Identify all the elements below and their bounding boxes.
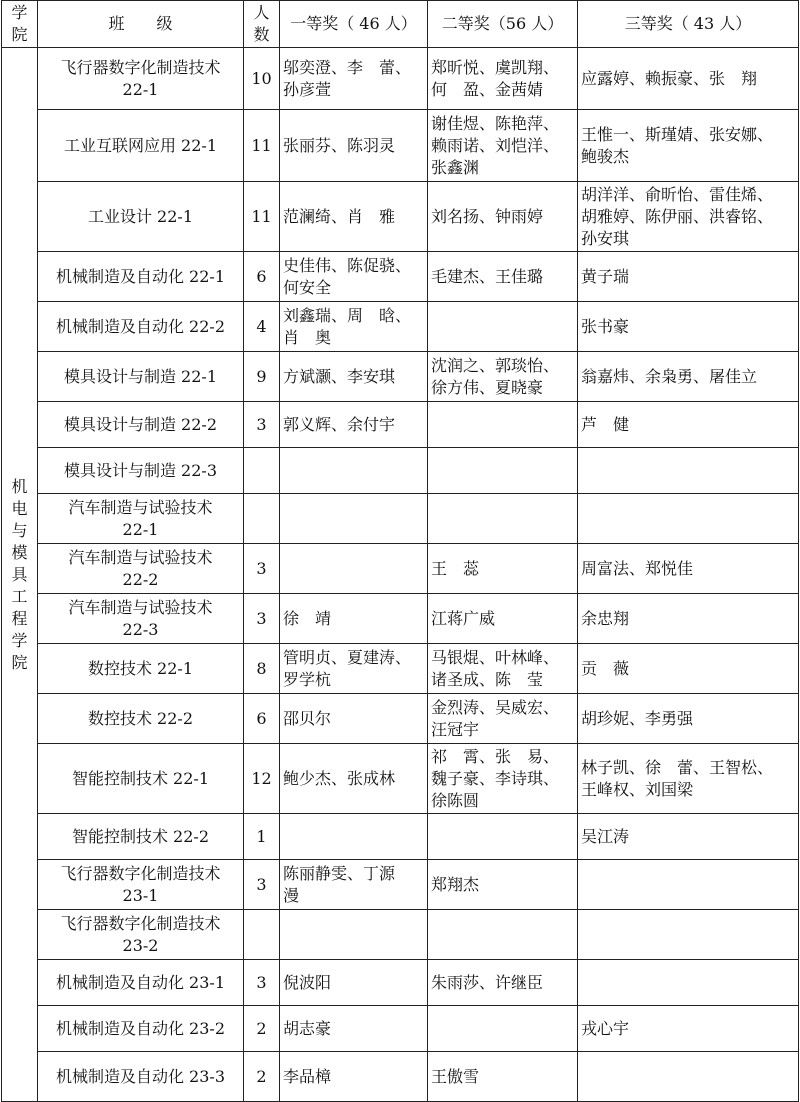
header-college-text bbox=[5, 2, 34, 46]
class-name-line: 23-2 bbox=[122, 935, 159, 955]
college-name-char: 工 bbox=[11, 586, 28, 606]
third-prize-names-line: 应露婷、赖振豪、张 翔 bbox=[581, 68, 758, 88]
third-prize-cell bbox=[578, 814, 799, 860]
class-name-cell bbox=[38, 694, 244, 744]
first-prize-names-line: 陈丽静雯、丁源 bbox=[283, 863, 396, 883]
table-row bbox=[2, 48, 799, 110]
first-prize-cell bbox=[280, 744, 428, 814]
first-prize-cell bbox=[280, 302, 428, 352]
college-name-char: 与 bbox=[11, 520, 28, 540]
header-count-text-char: 人 bbox=[253, 3, 270, 22]
header-row bbox=[2, 1, 799, 48]
second-prize-names-line: 谢佳煜、陈艳萍、 bbox=[431, 113, 560, 133]
second-prize-names-line: 毛建杰、王佳璐 bbox=[431, 266, 544, 286]
first-prize-names-line: 胡志豪 bbox=[283, 1018, 332, 1038]
class-name-line: 飞行器数字化制造技术 bbox=[60, 57, 221, 77]
third-prize-names-line: 芦 健 bbox=[581, 414, 630, 434]
first-prize-names-line: 史佳伟、陈促骁、 bbox=[283, 255, 412, 275]
first-prize-cell bbox=[280, 448, 428, 494]
class-name-cell bbox=[38, 960, 244, 1006]
third-prize-cell bbox=[578, 252, 799, 302]
first-prize-cell bbox=[280, 1006, 428, 1052]
student-count-cell: 4 bbox=[244, 302, 280, 352]
second-prize-names-line: 祁 霄、张 易、 bbox=[431, 746, 560, 766]
second-prize-names-line: 魏子豪、李诗琪、 bbox=[431, 768, 560, 788]
third-prize-names-line: 王峰权、刘国梁 bbox=[581, 779, 694, 799]
first-prize-cell bbox=[280, 694, 428, 744]
second-prize-cell bbox=[428, 448, 578, 494]
student-count-cell: 3 bbox=[244, 594, 280, 644]
first-prize-cell bbox=[280, 252, 428, 302]
first-prize-cell bbox=[280, 644, 428, 694]
class-name-cell bbox=[38, 1006, 244, 1052]
second-prize-cell bbox=[428, 814, 578, 860]
first-prize-cell bbox=[280, 594, 428, 644]
second-prize-names-line: 江蒋广威 bbox=[431, 608, 496, 628]
class-name-line: 22-1 bbox=[122, 79, 159, 99]
class-name-line: 模具设计与制造 22-2 bbox=[63, 414, 218, 434]
class-name-cell bbox=[38, 48, 244, 110]
header-college-text-char: 院 bbox=[11, 25, 28, 44]
first-prize-names-line: 郭义辉、余付宇 bbox=[283, 414, 396, 434]
third-prize-names-line: 鲍骏杰 bbox=[581, 146, 630, 166]
class-name-line: 数控技术 22-1 bbox=[87, 658, 194, 678]
second-prize-cell bbox=[428, 182, 578, 252]
first-prize-names-line: 方斌灏、李安琪 bbox=[283, 366, 396, 386]
first-prize-cell bbox=[280, 1052, 428, 1102]
second-prize-cell bbox=[428, 252, 578, 302]
table-row bbox=[2, 644, 799, 694]
table-row bbox=[2, 1006, 799, 1052]
third-prize-names-line: 王惟一、斯瑾婧、张安娜、 bbox=[581, 124, 774, 144]
class-name-cell bbox=[38, 860, 244, 910]
first-prize-cell bbox=[280, 910, 428, 960]
second-prize-cell bbox=[428, 960, 578, 1006]
third-prize-names-line: 胡洋洋、俞昕怡、雷佳烯、 bbox=[581, 184, 774, 204]
second-prize-names-line: 朱雨莎、许继臣 bbox=[431, 972, 544, 992]
second-prize-cell bbox=[428, 694, 578, 744]
header-count-text-char: 数 bbox=[253, 25, 270, 44]
second-prize-cell bbox=[428, 302, 578, 352]
second-prize-cell bbox=[428, 744, 578, 814]
class-name-line: 汽车制造与试验技术 bbox=[68, 547, 213, 567]
third-prize-cell bbox=[578, 182, 799, 252]
third-prize-names-line: 余忠翔 bbox=[581, 608, 630, 628]
second-prize-names-line: 马银焜、叶林峰、 bbox=[431, 647, 560, 667]
class-name-cell bbox=[38, 302, 244, 352]
third-prize-names-line: 周富法、郑悦佳 bbox=[581, 558, 694, 578]
second-prize-cell bbox=[428, 402, 578, 448]
college-name-char: 电 bbox=[11, 498, 28, 518]
class-name-cell bbox=[38, 644, 244, 694]
class-name-line: 机械制造及自动化 23-1 bbox=[55, 972, 226, 992]
class-name-line: 22-2 bbox=[122, 569, 159, 589]
second-prize-names-line: 金烈涛、吴威宏、 bbox=[431, 697, 560, 717]
table-row bbox=[2, 814, 799, 860]
second-prize-names-line: 刘名扬、钟雨婷 bbox=[431, 206, 544, 226]
class-name-line: 智能控制技术 22-2 bbox=[71, 826, 210, 846]
second-prize-names-line: 王 蕊 bbox=[431, 558, 480, 578]
class-name-line: 机械制造及自动化 22-2 bbox=[55, 316, 226, 336]
first-prize-names-line: 孙彦萱 bbox=[283, 79, 332, 99]
first-prize-cell bbox=[280, 48, 428, 110]
table-row bbox=[2, 1052, 799, 1102]
header-third-prize: 三等奖（ 43 人） bbox=[578, 1, 799, 48]
college-name-char: 模 bbox=[11, 542, 28, 562]
second-prize-cell bbox=[428, 544, 578, 594]
third-prize-names-line: 吴江涛 bbox=[581, 826, 630, 846]
student-count-cell: 6 bbox=[244, 694, 280, 744]
first-prize-cell bbox=[280, 860, 428, 910]
class-name-cell bbox=[38, 544, 244, 594]
second-prize-cell bbox=[428, 110, 578, 182]
first-prize-names-line: 何安全 bbox=[283, 277, 332, 297]
table-row bbox=[2, 448, 799, 494]
student-count-cell: 1 bbox=[244, 814, 280, 860]
first-prize-names-line: 刘鑫瑞、周 晗、 bbox=[283, 305, 412, 325]
second-prize-cell bbox=[428, 352, 578, 402]
first-prize-cell bbox=[280, 960, 428, 1006]
header-college bbox=[2, 1, 38, 48]
third-prize-cell bbox=[578, 744, 799, 814]
student-count-cell: 10 bbox=[244, 48, 280, 110]
third-prize-cell bbox=[578, 110, 799, 182]
first-prize-names-line: 邬奕澄、李 蕾、 bbox=[283, 57, 412, 77]
second-prize-names-line: 王傲雪 bbox=[431, 1066, 480, 1086]
class-name-line: 23-1 bbox=[122, 885, 159, 905]
class-name-cell bbox=[38, 594, 244, 644]
second-prize-cell bbox=[428, 48, 578, 110]
student-count-cell: 11 bbox=[244, 182, 280, 252]
third-prize-names-line: 胡珍妮、李勇强 bbox=[581, 708, 694, 728]
table-row bbox=[2, 694, 799, 744]
student-count-cell: 2 bbox=[244, 1006, 280, 1052]
third-prize-names-line: 翁嘉炜、余枭勇、屠佳立 bbox=[581, 366, 758, 386]
class-name-line: 汽车制造与试验技术 bbox=[68, 597, 213, 617]
first-prize-cell bbox=[280, 814, 428, 860]
third-prize-names-line: 黄子瑞 bbox=[581, 266, 630, 286]
first-prize-names-line: 张丽芬、陈羽灵 bbox=[283, 135, 396, 155]
first-prize-cell bbox=[280, 352, 428, 402]
table-row bbox=[2, 182, 799, 252]
second-prize-cell bbox=[428, 594, 578, 644]
second-prize-names-line: 徐方伟、夏晓豪 bbox=[431, 377, 544, 397]
student-count-cell: 3 bbox=[244, 960, 280, 1006]
first-prize-names-line: 徐 靖 bbox=[283, 608, 332, 628]
class-name-cell bbox=[38, 402, 244, 448]
third-prize-cell bbox=[578, 1006, 799, 1052]
first-prize-names-line: 倪波阳 bbox=[283, 972, 332, 992]
table-row bbox=[2, 494, 799, 544]
second-prize-names-line: 诸圣成、陈 莹 bbox=[431, 669, 544, 689]
class-name-cell bbox=[38, 448, 244, 494]
third-prize-cell bbox=[578, 694, 799, 744]
second-prize-cell bbox=[428, 860, 578, 910]
class-name-line: 模具设计与制造 22-3 bbox=[63, 460, 218, 480]
college-name-cell bbox=[2, 48, 38, 1102]
second-prize-names-line: 沈润之、郭琰怡、 bbox=[431, 355, 560, 375]
first-prize-cell bbox=[280, 494, 428, 544]
awards-table bbox=[1, 0, 799, 1102]
class-name-line: 22-3 bbox=[122, 619, 159, 639]
class-name-cell bbox=[38, 182, 244, 252]
third-prize-names-line: 戎心宇 bbox=[581, 1018, 630, 1038]
table-row bbox=[2, 352, 799, 402]
class-name-cell bbox=[38, 910, 244, 960]
first-prize-names-line: 邵贝尔 bbox=[283, 708, 332, 728]
student-count-cell bbox=[244, 448, 280, 494]
third-prize-names-line: 张书豪 bbox=[581, 316, 630, 336]
third-prize-names-line: 贡 薇 bbox=[581, 658, 630, 678]
student-count-cell: 3 bbox=[244, 402, 280, 448]
table-row bbox=[2, 960, 799, 1006]
second-prize-names-line: 郑昕悦、虞凯翔、 bbox=[431, 57, 560, 77]
third-prize-cell bbox=[578, 910, 799, 960]
student-count-cell: 6 bbox=[244, 252, 280, 302]
table-row bbox=[2, 110, 799, 182]
third-prize-cell bbox=[578, 448, 799, 494]
class-name-line: 工业设计 22-1 bbox=[87, 206, 194, 226]
first-prize-cell bbox=[280, 182, 428, 252]
second-prize-cell bbox=[428, 910, 578, 960]
first-prize-names-line: 管明贞、夏建涛、 bbox=[283, 647, 412, 667]
first-prize-names-line: 范澜绮、肖 雅 bbox=[283, 206, 396, 226]
student-count-cell: 11 bbox=[244, 110, 280, 182]
college-name-char: 机 bbox=[11, 476, 28, 496]
second-prize-names-line: 徐陈圆 bbox=[431, 790, 480, 810]
second-prize-cell bbox=[428, 644, 578, 694]
third-prize-cell bbox=[578, 302, 799, 352]
student-count-cell: 2 bbox=[244, 1052, 280, 1102]
first-prize-names-line: 肖 奥 bbox=[283, 327, 332, 347]
class-name-line: 飞行器数字化制造技术 bbox=[60, 863, 221, 883]
third-prize-cell bbox=[578, 594, 799, 644]
class-name-line: 模具设计与制造 22-1 bbox=[63, 366, 218, 386]
class-name-line: 数控技术 22-2 bbox=[87, 708, 194, 728]
first-prize-names-line: 李品樟 bbox=[283, 1066, 332, 1086]
class-name-line: 机械制造及自动化 22-1 bbox=[55, 266, 226, 286]
header-second-prize: 二等奖（56 人） bbox=[428, 1, 578, 48]
third-prize-cell bbox=[578, 402, 799, 448]
student-count-cell: 12 bbox=[244, 744, 280, 814]
first-prize-cell bbox=[280, 544, 428, 594]
table-row bbox=[2, 252, 799, 302]
college-name bbox=[5, 476, 34, 674]
class-name-cell bbox=[38, 494, 244, 544]
first-prize-cell bbox=[280, 110, 428, 182]
class-name-line: 机械制造及自动化 23-2 bbox=[55, 1018, 226, 1038]
header-count bbox=[244, 1, 280, 48]
third-prize-cell bbox=[578, 544, 799, 594]
second-prize-names-line: 郑翔杰 bbox=[431, 874, 480, 894]
table-row bbox=[2, 860, 799, 910]
class-name-cell bbox=[38, 814, 244, 860]
table-row bbox=[2, 744, 799, 814]
second-prize-names-line: 何 盈、金茜婧 bbox=[431, 79, 544, 99]
second-prize-names-line: 张鑫渊 bbox=[431, 157, 480, 177]
third-prize-cell bbox=[578, 1052, 799, 1102]
third-prize-names-line: 孙安琪 bbox=[581, 228, 630, 248]
table-row bbox=[2, 594, 799, 644]
student-count-cell bbox=[244, 910, 280, 960]
header-count-text bbox=[247, 2, 276, 46]
student-count-cell bbox=[244, 494, 280, 544]
third-prize-names-line: 林子凯、徐 蕾、王智松、 bbox=[581, 757, 774, 777]
class-name-line: 22-1 bbox=[122, 519, 159, 539]
student-count-cell: 3 bbox=[244, 544, 280, 594]
third-prize-cell bbox=[578, 644, 799, 694]
header-college-text-char: 学 bbox=[11, 3, 28, 22]
first-prize-names-line: 漫 bbox=[283, 885, 300, 905]
student-count-cell: 9 bbox=[244, 352, 280, 402]
second-prize-names-line: 赖雨诺、刘恺洋、 bbox=[431, 135, 560, 155]
third-prize-cell bbox=[578, 352, 799, 402]
table-row bbox=[2, 302, 799, 352]
first-prize-names-line: 罗学杭 bbox=[283, 669, 332, 689]
header-class: 班 级 bbox=[38, 1, 244, 48]
second-prize-names-line: 汪冠宇 bbox=[431, 719, 480, 739]
class-name-cell bbox=[38, 110, 244, 182]
student-count-cell: 8 bbox=[244, 644, 280, 694]
second-prize-cell bbox=[428, 1052, 578, 1102]
class-name-cell bbox=[38, 1052, 244, 1102]
third-prize-cell bbox=[578, 48, 799, 110]
college-name-char: 具 bbox=[11, 564, 28, 584]
class-name-line: 机械制造及自动化 23-3 bbox=[55, 1066, 226, 1086]
class-name-line: 汽车制造与试验技术 bbox=[68, 497, 213, 517]
class-name-line: 智能控制技术 22-1 bbox=[71, 768, 210, 788]
third-prize-names-line: 胡雅婷、陈伊丽、洪睿铭、 bbox=[581, 206, 774, 226]
class-name-cell bbox=[38, 744, 244, 814]
second-prize-cell bbox=[428, 1006, 578, 1052]
table-row bbox=[2, 910, 799, 960]
table-row bbox=[2, 402, 799, 448]
class-name-line: 飞行器数字化制造技术 bbox=[60, 913, 221, 933]
second-prize-cell bbox=[428, 494, 578, 544]
first-prize-cell bbox=[280, 402, 428, 448]
class-name-cell bbox=[38, 352, 244, 402]
third-prize-cell bbox=[578, 960, 799, 1006]
table-row bbox=[2, 544, 799, 594]
class-name-cell bbox=[38, 252, 244, 302]
third-prize-cell bbox=[578, 494, 799, 544]
college-name-char: 学 bbox=[11, 630, 28, 650]
third-prize-cell bbox=[578, 860, 799, 910]
header-first-prize: 一等奖（ 46 人） bbox=[280, 1, 428, 48]
student-count-cell: 3 bbox=[244, 860, 280, 910]
first-prize-names-line: 鲍少杰、张成林 bbox=[283, 768, 396, 788]
college-name-char: 院 bbox=[11, 652, 28, 672]
college-name-char: 程 bbox=[11, 608, 28, 628]
class-name-line: 工业互联网应用 22-1 bbox=[63, 135, 218, 155]
